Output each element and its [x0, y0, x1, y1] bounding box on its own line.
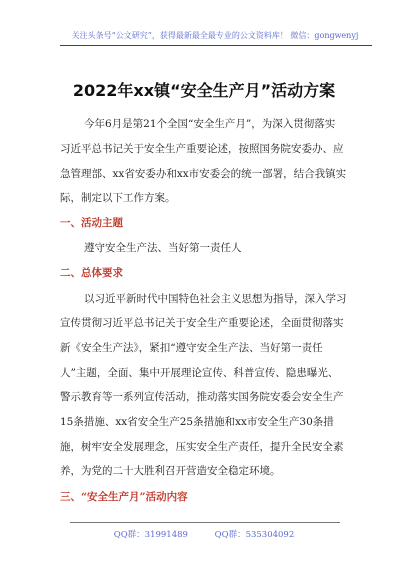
section-2-line-8: 养，为党的二十大胜利召开营造安全稳定环境。: [60, 465, 281, 477]
section-1-text: 遵守安全生产法、当好第一责任人: [84, 242, 242, 254]
intro-line-1: 今年6月是第21个全国“安全生产月”，为深入贯彻落实: [84, 118, 336, 130]
header-divider: [60, 45, 372, 46]
section-2-line-7: 施，树牢安全发展理念，压实安全生产责任，提升全民安全素: [60, 441, 344, 453]
section-2-line-4: 人”主题，全面、集中开展理论宣传、科普宣传、隐患曝光、: [60, 367, 339, 379]
footer-qq-group-1: QQ群：31991489: [113, 530, 188, 540]
footer-divider: [70, 522, 340, 523]
section-heading-1: 一、活动主题: [60, 217, 123, 229]
footer-qq-group-2: QQ群：535304092: [214, 530, 295, 540]
document-title: 2022年xx镇“安全生产月”活动方案: [72, 81, 336, 100]
intro-line-3: 急管理部、xx省安委办和xx市安委会的统一部署，结合我镇实: [60, 168, 347, 180]
section-heading-2: 二、总体要求: [60, 267, 123, 279]
intro-line-2: 习近平总书记关于安全生产重要论述，按照国务院安委办、应: [60, 143, 344, 155]
section-2-line-3: 新《安全生产法》，紧扣“遵守安全生产法、当好第一责任: [60, 342, 323, 354]
section-2-line-2: 宣传贯彻习近平总书记关于安全生产重要论述，全面贯彻落实: [60, 317, 344, 329]
section-2-line-6: 15条措施、xx省安全生产25条措施和xx市安全生产30条措: [60, 416, 334, 428]
section-2-line-5: 警示教育等一系列宣传活动，推动落实国务院安委会安全生产: [60, 391, 344, 403]
section-2-line-1: 以习近平新时代中国特色社会主义思想为指导，深入学习: [84, 293, 347, 305]
footer: [0, 528, 408, 540]
header-banner: 关注头条号“公文研究”，获得最新最全最专业的公文资料库！ 微信：gongwenyj: [71, 31, 359, 40]
section-heading-3: 三、“安全生产月”活动内容: [60, 491, 188, 503]
intro-line-4: 际，制定以下工作方案。: [60, 192, 176, 204]
